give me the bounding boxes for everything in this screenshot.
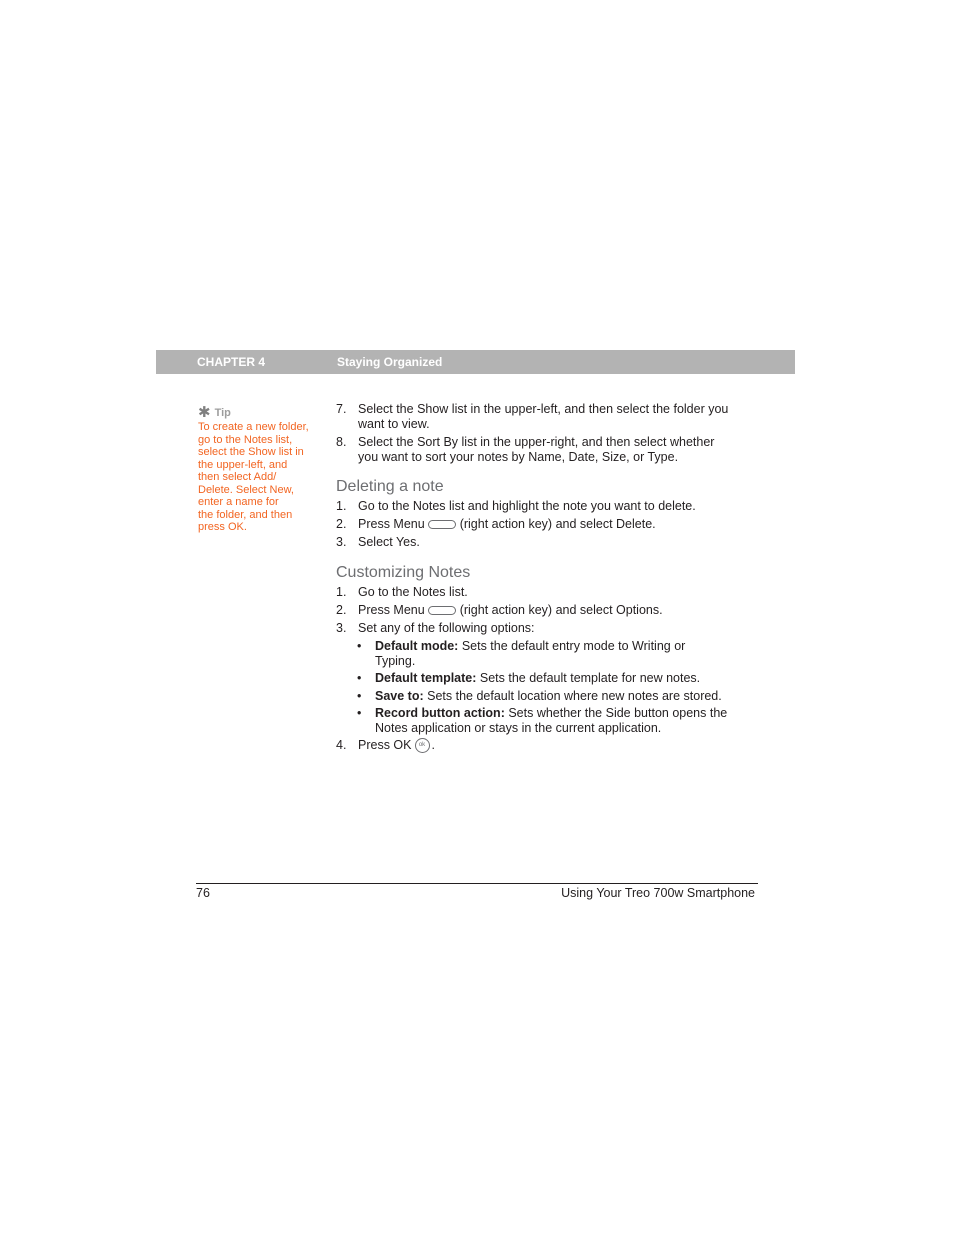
section-title: Deleting a note bbox=[336, 478, 444, 495]
ok-key-icon: ok bbox=[415, 738, 430, 753]
step-text bbox=[358, 517, 766, 532]
chapter-header-bar bbox=[156, 350, 795, 374]
step-item bbox=[336, 621, 766, 636]
page-number: 76 bbox=[196, 886, 210, 900]
step-number: 7. bbox=[336, 402, 347, 416]
option-text-line bbox=[375, 671, 766, 686]
step-number: 1. bbox=[336, 499, 347, 513]
chapter-label: CHAPTER 4 bbox=[197, 355, 266, 369]
deleting-section bbox=[336, 478, 766, 550]
step-number: 4. bbox=[336, 738, 347, 752]
tip-text-line: enter a name for bbox=[198, 496, 279, 508]
step-text-before: Press OK bbox=[358, 738, 412, 752]
step-number: 2. bbox=[336, 603, 347, 617]
step-text-before: Press Menu bbox=[358, 517, 425, 531]
option-text-line bbox=[375, 689, 766, 704]
step-text-line: want to view. bbox=[358, 417, 430, 431]
bullet-icon: • bbox=[357, 706, 362, 720]
tip-text-line: select the Show list in bbox=[198, 446, 304, 458]
option-description: Sets whether the Side button opens the bbox=[504, 706, 728, 720]
step-number: 1. bbox=[336, 585, 347, 599]
step-number: 3. bbox=[336, 621, 347, 635]
step-text-line: you want to sort your notes by Name, Date, Size, or Type. bbox=[358, 450, 679, 464]
option-item bbox=[336, 639, 766, 668]
step-number: 2. bbox=[336, 517, 347, 531]
step-text: Set any of the following options: bbox=[358, 621, 535, 635]
step-number: 3. bbox=[336, 535, 347, 549]
tip-text-line: go to the Notes list, bbox=[198, 433, 293, 446]
option-text-line bbox=[375, 706, 766, 721]
option-text-line: Typing. bbox=[375, 653, 416, 668]
tip-sidebar bbox=[198, 405, 318, 534]
footer-divider bbox=[196, 883, 758, 884]
option-description: Sets the default location where new notes are stored. bbox=[423, 688, 722, 703]
option-item bbox=[336, 689, 766, 704]
step-text-line: Select the Sort By list in the upper-right, and then select whether bbox=[358, 435, 715, 449]
tip-text-line: then select Add/ bbox=[198, 471, 277, 483]
bullet-icon: • bbox=[357, 688, 362, 703]
tip-text-line: To create a new folder, bbox=[198, 421, 309, 433]
option-text-line bbox=[375, 639, 766, 654]
tip-text-line: the upper-left, and bbox=[198, 458, 288, 471]
section-title: Customizing Notes bbox=[336, 564, 471, 581]
bullet-icon: • bbox=[357, 671, 362, 685]
step-item bbox=[336, 517, 766, 532]
menu-key-icon bbox=[428, 606, 456, 615]
step-text: Go to the Notes list. bbox=[358, 585, 468, 599]
option-description: Sets the default template for new notes. bbox=[476, 671, 701, 685]
step-text: Select Yes. bbox=[358, 535, 420, 549]
bullet-icon: • bbox=[357, 639, 362, 653]
step-text-after: (right action key) and select Options. bbox=[459, 603, 663, 617]
step-item bbox=[336, 535, 766, 550]
chapter-title: Staying Organized bbox=[337, 355, 443, 369]
step-item bbox=[336, 435, 766, 465]
option-label: Save to: bbox=[375, 688, 424, 703]
top-steps bbox=[336, 402, 766, 465]
step-text: Go to the Notes list and highlight the note you want to delete. bbox=[358, 499, 696, 513]
asterisk-icon: ✱ bbox=[198, 404, 211, 421]
option-item bbox=[336, 706, 766, 735]
option-description: Sets the default entry mode to Writing or bbox=[458, 639, 686, 653]
step-item bbox=[336, 499, 766, 514]
step-item bbox=[336, 402, 766, 432]
customizing-section bbox=[336, 564, 766, 753]
step-text-before: Press Menu bbox=[358, 603, 425, 617]
step-text-after: . bbox=[431, 738, 435, 752]
option-text-line: Notes application or stays in the current application. bbox=[375, 720, 662, 735]
step-text bbox=[358, 738, 766, 753]
step-item bbox=[336, 738, 766, 753]
tip-text-line: press OK. bbox=[198, 521, 247, 533]
step-item bbox=[336, 603, 766, 618]
step-text-line: Select the Show list in the upper-left, and then select the folder you bbox=[358, 402, 729, 416]
step-number: 8. bbox=[336, 435, 347, 449]
book-title: Using Your Treo 700w Smartphone bbox=[561, 886, 755, 900]
option-label: Default template: bbox=[375, 671, 477, 685]
option-label: Record button action: bbox=[375, 706, 505, 720]
menu-key-icon bbox=[428, 520, 456, 529]
step-text-after: (right action key) and select Delete. bbox=[459, 517, 656, 531]
tip-text-line: Delete. Select New, bbox=[198, 483, 294, 496]
tip-heading bbox=[198, 405, 318, 421]
step-text bbox=[358, 603, 766, 618]
option-item bbox=[336, 671, 766, 686]
step-item bbox=[336, 585, 766, 600]
option-label: Default mode: bbox=[375, 639, 459, 653]
tip-label: Tip bbox=[214, 407, 231, 419]
tip-text-line: the folder, and then bbox=[198, 508, 293, 521]
